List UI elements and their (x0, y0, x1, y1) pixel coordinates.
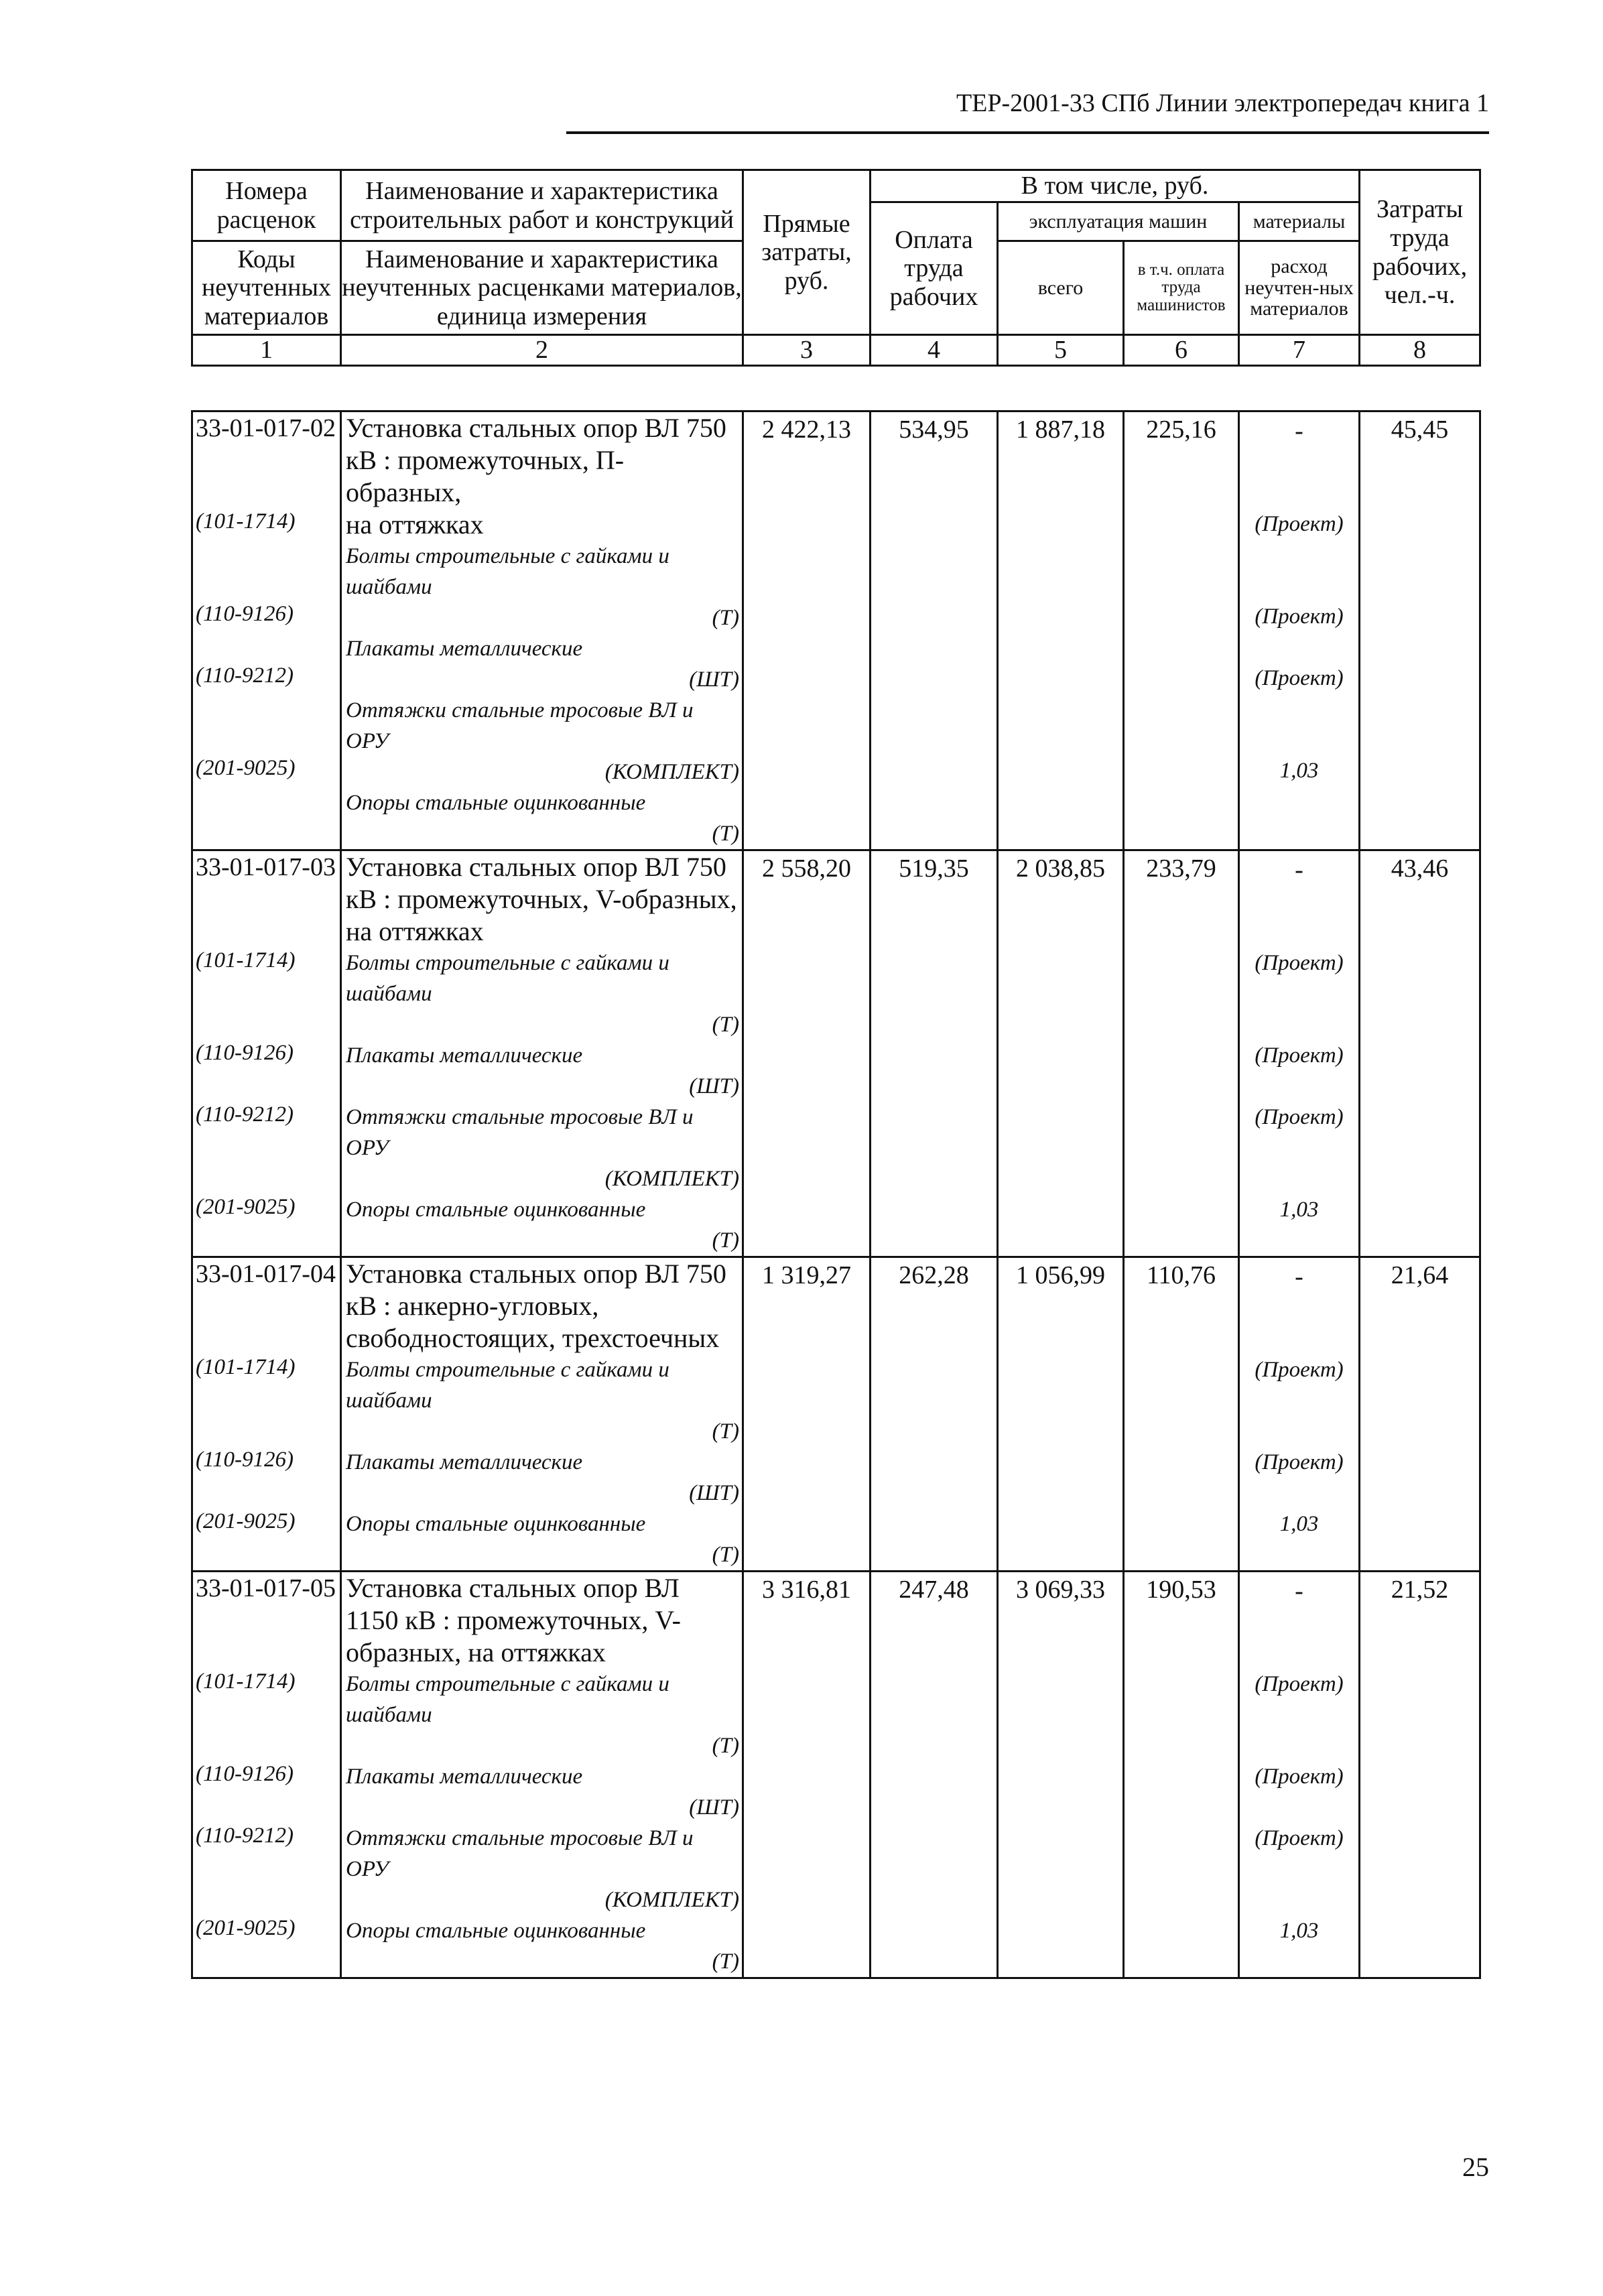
header-rate-numbers: Номера расценок (192, 170, 341, 241)
spacer (1240, 694, 1358, 724)
material-code: (201-9025) (196, 1509, 296, 1533)
material-unit: (КОМПЛЕКТ) (604, 1167, 739, 1191)
col-number-3: 3 (743, 335, 871, 366)
spacer (1240, 539, 1358, 570)
material-code: (101-1714) (196, 1355, 296, 1379)
document-title: ТЕР-2001-33 СПб Линии электропередач книга 1 (956, 89, 1489, 117)
machines-total-value: 1 887,18 (1016, 416, 1105, 444)
table-header (191, 169, 1481, 367)
header-rule (566, 131, 1489, 134)
machinist-pay-value: 110,76 (1146, 1261, 1216, 1289)
spacer (196, 1007, 340, 1037)
materials-cell (1239, 1257, 1360, 1572)
material-consumption: 1,03 (1279, 1198, 1319, 1222)
material-code: (201-9025) (196, 1916, 296, 1940)
spacer (196, 976, 340, 1007)
machinist-pay-value: 225,16 (1146, 416, 1216, 444)
spacer (196, 629, 340, 660)
spacer (196, 783, 340, 814)
material-name-line: Оттяжки стальные тросовые ВЛ и (346, 1826, 694, 1850)
rate-code-cell (192, 1257, 341, 1572)
worker-pay-value-cell (871, 1572, 998, 1978)
machines-total-value-cell (998, 1572, 1124, 1978)
rate-code-cell (192, 850, 341, 1257)
material-name-line: шайбами (346, 1703, 432, 1727)
spacer (1240, 1478, 1358, 1509)
spacer (1240, 1792, 1358, 1823)
materials-cell (1239, 850, 1360, 1257)
work-name-line: на оттяжках (346, 916, 484, 946)
header-machines-total: всего (998, 241, 1124, 335)
header-material-names: Наименование и характеристика неучтенных расценками материалов, единица измерения (341, 241, 743, 335)
rate-code-cell (192, 1572, 341, 1978)
spacer (196, 1789, 340, 1820)
spacer (1240, 1385, 1358, 1416)
header-material-consumption: расход неучтен-ных материалов (1239, 241, 1360, 335)
material-unit: (ШТ) (689, 1074, 739, 1098)
machines-total-value-cell (998, 850, 1124, 1257)
material-code: (201-9025) (196, 756, 296, 780)
header-direct-costs: Прямые затраты, руб. (743, 170, 871, 335)
material-unit: (Т) (712, 1228, 739, 1253)
material-code: (101-1714) (196, 1669, 296, 1694)
spacer (196, 1537, 340, 1568)
header-including: В том числе, руб. (871, 170, 1360, 202)
material-code: (101-1714) (196, 509, 296, 533)
spacer (1240, 1539, 1358, 1570)
material-name-line: Плакаты металлические (346, 1043, 583, 1068)
rates-table (191, 410, 1481, 1979)
material-name-line: Опоры стальные оцинкованные (346, 1512, 646, 1536)
col-number-2: 2 (341, 335, 743, 366)
header-work-name: Наименование и характеристика строительных работ и конструкций (341, 170, 743, 241)
work-name-line: свободностоящих, трехстоечных (346, 1323, 720, 1353)
machinist-pay-value-cell (1124, 1257, 1239, 1572)
spacer (196, 1697, 340, 1728)
work-name-line: Установка стальных опор ВЛ 750 (346, 852, 726, 882)
materials-value: - (1295, 417, 1303, 445)
material-code: (110-9126) (196, 1448, 294, 1472)
material-unit: (Т) (712, 1734, 739, 1758)
material-consumption: (Проект) (1255, 1672, 1344, 1696)
spacer (196, 883, 340, 914)
material-code: (110-9212) (196, 1102, 294, 1127)
table-row (192, 1257, 1480, 1572)
spacer (196, 1851, 340, 1882)
material-name-line: Оттяжки стальные тросовые ВЛ и (346, 698, 694, 722)
spacer (1240, 1946, 1358, 1977)
spacer (196, 1728, 340, 1759)
material-unit: (Т) (712, 1950, 739, 1974)
spacer (196, 1068, 340, 1099)
spacer (196, 1222, 340, 1253)
direct-costs-value-cell (743, 850, 871, 1257)
spacer (196, 1130, 340, 1161)
work-name-line: кВ : промежуточных, П-образных, (346, 445, 625, 507)
rate-code: 33-01-017-02 (196, 414, 336, 442)
work-name-line: кВ : промежуточных, V-образных, (346, 884, 737, 914)
material-name-line: ОРУ (346, 1857, 389, 1881)
machinist-pay-value-cell (1124, 850, 1239, 1257)
page-number: 25 (1462, 2152, 1489, 2182)
material-unit: (КОМПЛЕКТ) (604, 1888, 739, 1912)
spacer (1240, 724, 1358, 755)
material-code: (110-9126) (196, 1041, 294, 1065)
material-name-line: шайбами (346, 982, 432, 1006)
material-unit: (ШТ) (689, 1481, 739, 1505)
worker-pay-value-cell (871, 411, 998, 850)
material-unit: (Т) (712, 606, 739, 630)
material-name-line: Болты строительные с гайками и (346, 951, 669, 975)
labor-hours-value: 21,52 (1391, 1576, 1449, 1604)
col-number-5: 5 (998, 335, 1124, 366)
material-consumption: (Проект) (1255, 1043, 1344, 1068)
material-consumption: 1,03 (1279, 1919, 1319, 1943)
worker-pay-value-cell (871, 850, 998, 1257)
material-code: (101-1714) (196, 948, 296, 972)
rate-code-cell (192, 411, 341, 850)
spacer (1240, 1225, 1358, 1256)
material-name-line: Болты строительные с гайками и (346, 1358, 669, 1382)
material-name-line: Плакаты металлические (346, 1450, 583, 1474)
spacer (1240, 1133, 1358, 1163)
spacer (1240, 1009, 1358, 1040)
spacer (196, 1475, 340, 1506)
spacer (196, 444, 340, 475)
material-name-line: Опоры стальные оцинкованные (346, 791, 646, 815)
material-consumption: (Проект) (1255, 1358, 1344, 1382)
worker-pay-value: 247,48 (899, 1576, 969, 1604)
header-worker-pay: Оплата труда рабочих (871, 202, 998, 335)
machinist-pay-value-cell (1124, 411, 1239, 850)
spacer (196, 537, 340, 568)
material-name-line: Опоры стальные оцинкованные (346, 1198, 646, 1222)
worker-pay-value: 534,95 (899, 416, 969, 444)
table-row (192, 411, 1480, 850)
spacer (196, 1290, 340, 1321)
spacer (1240, 1416, 1358, 1447)
col-number-7: 7 (1239, 335, 1360, 366)
col-number-6: 6 (1124, 335, 1239, 366)
material-name-line: Плакаты металлические (346, 1765, 583, 1789)
spacer (196, 1635, 340, 1666)
material-name-line: Болты строительные с гайками и (346, 1672, 669, 1696)
spacer (1240, 632, 1358, 663)
direct-costs-value-cell (743, 1572, 871, 1978)
col-number-8: 8 (1360, 335, 1480, 366)
direct-costs-value-cell (743, 1257, 871, 1572)
machinist-pay-value-cell (1124, 1572, 1239, 1978)
spacer (196, 1383, 340, 1413)
col-number-4: 4 (871, 335, 998, 366)
header-machine-operation: эксплуатация машин (998, 202, 1239, 241)
materials-cell (1239, 411, 1360, 850)
direct-costs-value: 2 558,20 (762, 854, 851, 883)
header-machinist-pay: в т.ч. оплата труда машинистов (1124, 241, 1239, 335)
material-name-line: шайбами (346, 575, 432, 599)
spacer (196, 691, 340, 722)
material-consumption: (Проект) (1255, 666, 1344, 690)
labor-hours-value: 45,45 (1391, 416, 1449, 444)
document-header (0, 0, 1603, 147)
machines-total-value: 1 056,99 (1016, 1261, 1105, 1289)
material-consumption: (Проект) (1255, 1105, 1344, 1129)
table-row (192, 850, 1480, 1257)
labor-hours-cell (1360, 1572, 1480, 1978)
material-consumption: (Проект) (1255, 1450, 1344, 1474)
labor-hours-cell (1360, 1257, 1480, 1572)
col-number-1: 1 (192, 335, 341, 366)
header-materials: материалы (1239, 202, 1360, 241)
material-unit: (ШТ) (689, 667, 739, 692)
direct-costs-value: 2 422,13 (762, 416, 851, 444)
material-unit: (Т) (712, 1543, 739, 1567)
spacer (1240, 886, 1358, 917)
material-name-line: Оттяжки стальные тросовые ВЛ и (346, 1105, 694, 1129)
spacer (196, 1413, 340, 1444)
material-consumption: (Проект) (1255, 1826, 1344, 1850)
worker-pay-value: 519,35 (899, 854, 969, 883)
spacer (1240, 1607, 1358, 1638)
header-labor-hours: Затраты труда рабочих, чел.-ч. (1360, 170, 1480, 335)
rate-code: 33-01-017-04 (196, 1260, 336, 1288)
material-consumption: (Проект) (1255, 604, 1344, 629)
spacer (1240, 570, 1358, 601)
rate-code: 33-01-017-03 (196, 853, 336, 881)
spacer (1240, 1885, 1358, 1915)
spacer (196, 1321, 340, 1352)
work-name-line: на оттяжках (346, 509, 484, 539)
spacer (1240, 447, 1358, 478)
work-name-line: Установка стальных опор ВЛ (346, 1573, 680, 1603)
materials-value: - (1295, 1263, 1303, 1291)
material-name-line: шайбами (346, 1389, 432, 1413)
spacer (1240, 1071, 1358, 1102)
material-code: (110-9126) (196, 602, 294, 626)
machinist-pay-value: 233,79 (1146, 854, 1216, 883)
spacer (196, 722, 340, 753)
machines-total-value: 3 069,33 (1016, 1576, 1105, 1604)
labor-hours-value: 43,46 (1391, 854, 1449, 883)
spacer (196, 1943, 340, 1974)
machines-total-value-cell (998, 411, 1124, 850)
work-name-cell (341, 1257, 743, 1572)
labor-hours-cell (1360, 850, 1480, 1257)
material-consumption: (Проект) (1255, 1765, 1344, 1789)
work-name-line: Установка стальных опор ВЛ 750 (346, 1259, 726, 1289)
material-consumption: (Проект) (1255, 512, 1344, 536)
spacer (1240, 1700, 1358, 1730)
work-name-line: 1150 кВ : промежуточных, V- (346, 1605, 681, 1635)
spacer (1240, 1854, 1358, 1885)
material-unit: (Т) (712, 1013, 739, 1037)
material-unit: (Т) (712, 822, 739, 846)
material-unit: (ШТ) (689, 1795, 739, 1820)
spacer (1240, 786, 1358, 817)
spacer (1240, 917, 1358, 948)
spacer (1240, 1163, 1358, 1194)
direct-costs-value: 1 319,27 (762, 1261, 851, 1289)
material-consumption: (Проект) (1255, 951, 1344, 975)
spacer (196, 1161, 340, 1192)
spacer (1240, 1638, 1358, 1669)
labor-hours-value: 21,64 (1391, 1261, 1449, 1289)
material-code: (201-9025) (196, 1195, 296, 1219)
spacer (1240, 978, 1358, 1009)
materials-cell (1239, 1572, 1360, 1978)
rate-code: 33-01-017-05 (196, 1574, 336, 1602)
machines-total-value: 2 038,85 (1016, 854, 1105, 883)
material-consumption: 1,03 (1279, 759, 1319, 783)
direct-costs-value: 3 316,81 (762, 1576, 851, 1604)
spacer (196, 914, 340, 945)
material-name-line: Опоры стальные оцинкованные (346, 1919, 646, 1943)
spacer (1240, 478, 1358, 509)
table-row (192, 1572, 1480, 1978)
header-material-codes: Коды неучтенных материалов (192, 241, 341, 335)
material-consumption: 1,03 (1279, 1512, 1319, 1536)
material-code: (110-9212) (196, 1824, 294, 1848)
material-code: (110-9126) (196, 1762, 294, 1786)
worker-pay-value: 262,28 (899, 1261, 969, 1289)
material-name-line: Плакаты металлические (346, 637, 583, 661)
work-name-cell (341, 411, 743, 850)
materials-value: - (1295, 856, 1303, 884)
material-code: (110-9212) (196, 663, 294, 688)
work-name-cell (341, 1572, 743, 1978)
materials-value: - (1295, 1577, 1303, 1605)
work-name-cell (341, 850, 743, 1257)
spacer (196, 475, 340, 506)
worker-pay-value-cell (871, 1257, 998, 1572)
machinist-pay-value: 190,53 (1146, 1576, 1216, 1604)
direct-costs-value-cell (743, 411, 871, 850)
material-unit: (КОМПЛЕКТ) (604, 760, 739, 784)
work-name-line: кВ : анкерно-угловых, (346, 1291, 599, 1321)
spacer (196, 568, 340, 598)
labor-hours-cell (1360, 411, 1480, 850)
spacer (196, 1604, 340, 1635)
work-name-line: Установка стальных опор ВЛ 750 (346, 413, 726, 443)
work-name-line: образных, на оттяжках (346, 1637, 606, 1667)
material-unit: (Т) (712, 1419, 739, 1444)
spacer (1240, 1730, 1358, 1761)
machines-total-value-cell (998, 1257, 1124, 1572)
spacer (1240, 1293, 1358, 1324)
spacer (196, 1882, 340, 1913)
spacer (1240, 1324, 1358, 1354)
material-name-line: ОРУ (346, 729, 389, 753)
material-name-line: Болты строительные с гайками и (346, 544, 669, 568)
material-name-line: ОРУ (346, 1136, 389, 1160)
